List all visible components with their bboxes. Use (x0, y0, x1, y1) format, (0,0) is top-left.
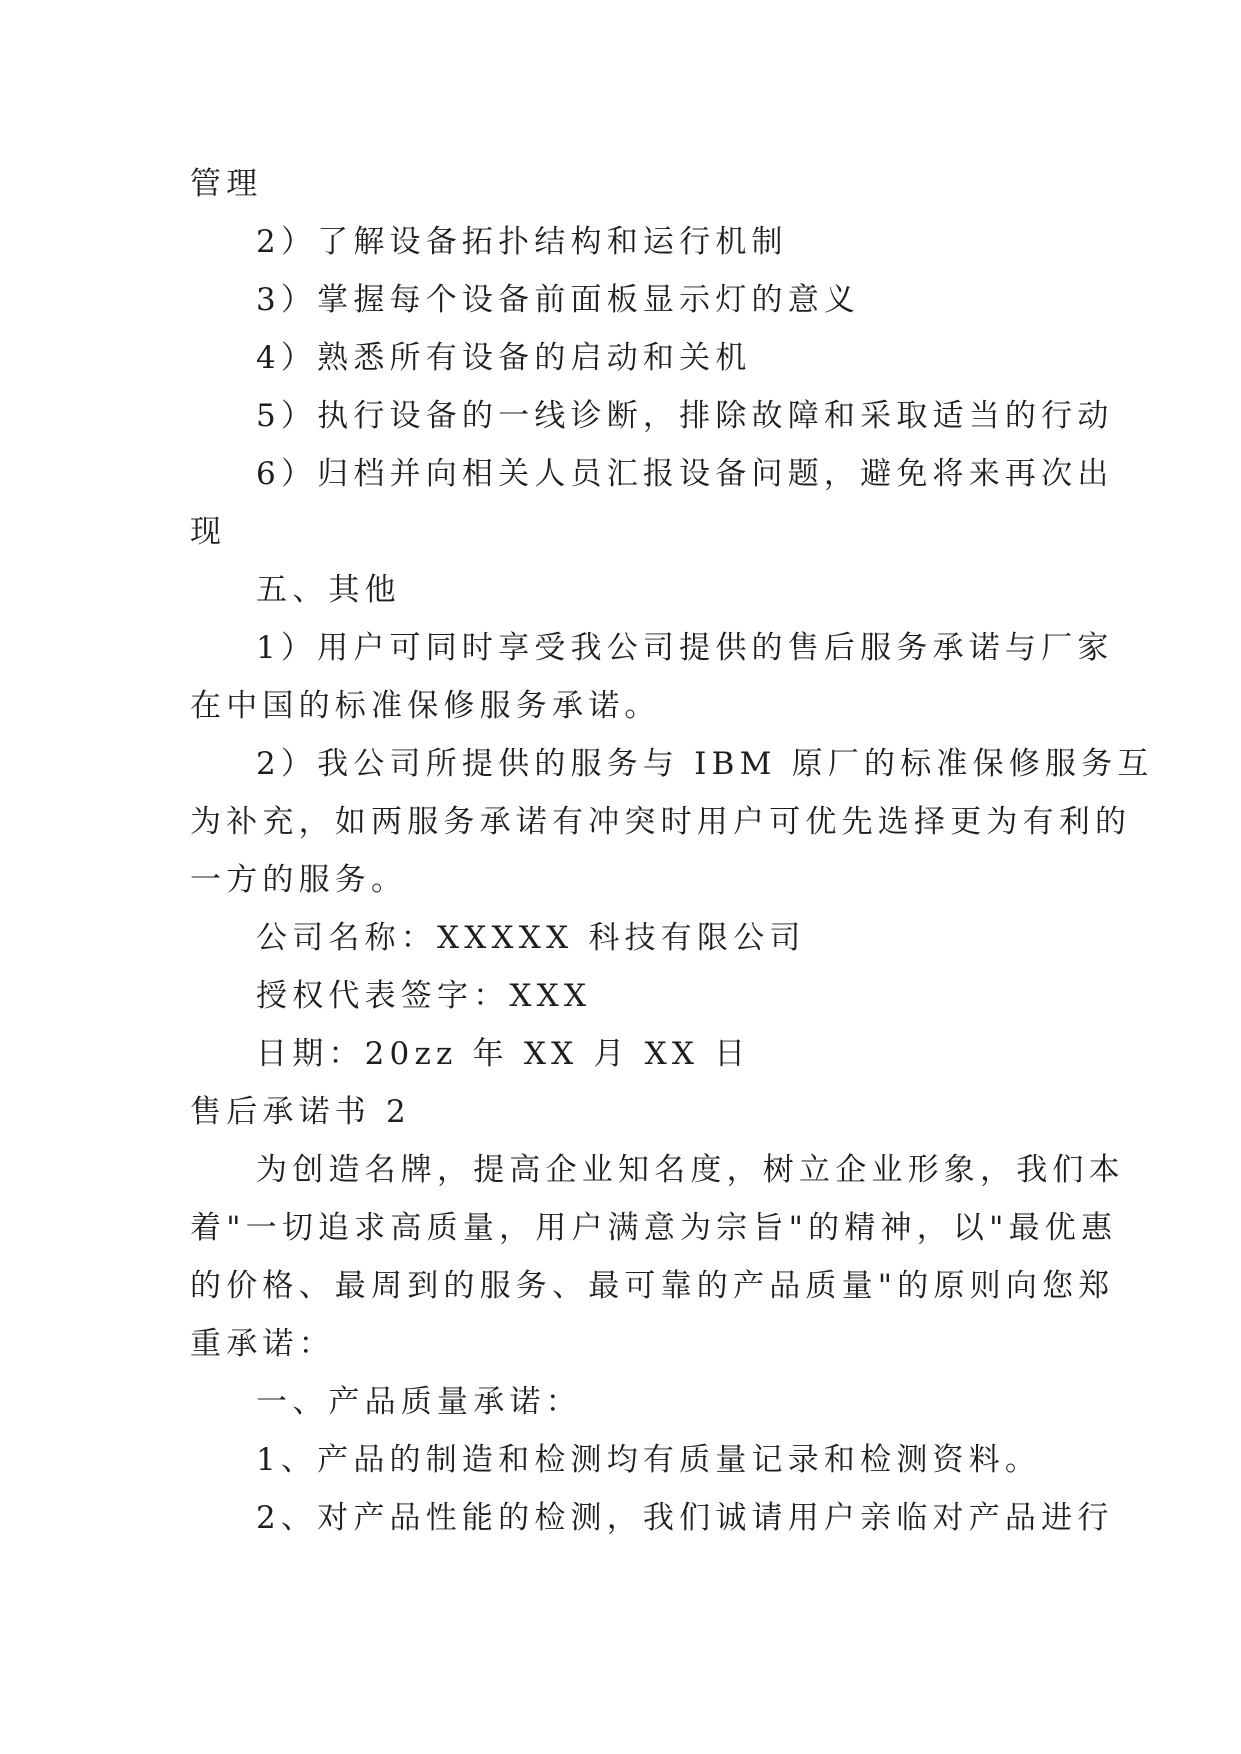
signature-line: 授权代表签字：XXX (256, 978, 592, 1014)
list-item: 4）熟悉所有设备的启动和关机 (256, 340, 752, 376)
text-line: 重承诺： (190, 1326, 335, 1362)
text-line: 管理 (190, 166, 263, 202)
text-line: 为创造名牌，提高企业知名度，树立企业形象，我们本 (256, 1152, 1125, 1188)
text-line: 着"一切追求高质量，用户满意为宗旨"的精神，以"最优惠 (190, 1210, 1118, 1246)
list-item: 3）掌握每个设备前面板显示灯的意义 (256, 282, 861, 318)
list-item: 2）了解设备拓扑结构和运行机制 (256, 224, 788, 260)
list-item: 1、产品的制造和检测均有质量记录和检测资料。 (256, 1442, 1042, 1478)
text-line: 在中国的标准保修服务承诺。 (190, 688, 661, 724)
list-item: 6）归档并向相关人员汇报设备问题，避免将来再次出 (256, 456, 1114, 492)
text-line: 为补充，如两服务承诺有冲突时用户可优先选择更为有利的 (190, 804, 1132, 840)
section-heading: 五、其他 (256, 572, 401, 608)
text-line: 的价格、最周到的服务、最可靠的产品质量"的原则向您郑 (190, 1268, 1115, 1304)
document-title: 售后承诺书 2 (190, 1094, 411, 1130)
list-item: 5）执行设备的一线诊断，排除故障和采取适当的行动 (256, 398, 1114, 434)
section-heading: 一、产品质量承诺： (256, 1384, 582, 1420)
list-item: 2、对产品性能的检测，我们诚请用户亲临对产品进行 (256, 1500, 1114, 1536)
list-item: 2）我公司所提供的服务与 IBM 原厂的标准保修服务互 (256, 746, 1154, 782)
text-line: 现 (190, 514, 227, 550)
company-name: 公司名称：XXXXX 科技有限公司 (256, 920, 806, 956)
text-line: 一方的服务。 (190, 862, 408, 898)
date-line: 日期：20zz 年 XX 月 XX 日 (256, 1036, 751, 1072)
list-item: 1）用户可同时享受我公司提供的售后服务承诺与厂家 (256, 630, 1114, 666)
